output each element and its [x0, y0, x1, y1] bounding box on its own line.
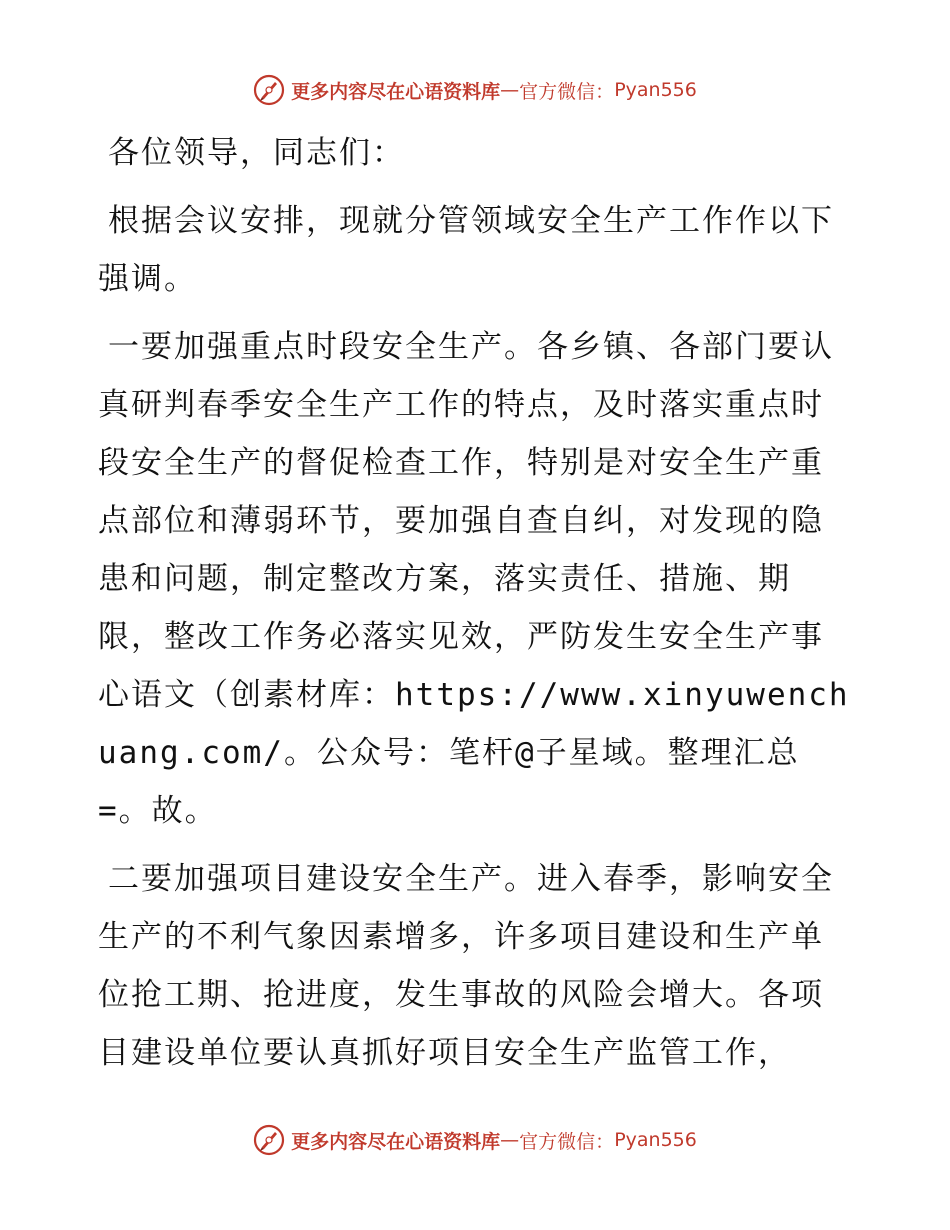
footer-banner — [0, 1122, 950, 1158]
banner-wechat-label: 官方微信： — [519, 1130, 615, 1153]
paragraph-point-one: 一要加强重点时段安全生产。各乡镇、各部门要认真研判春季安全生产工作的特点，及时落实重点时段安全生产的督促检查工作，特别是对安全生产重点部位和薄弱环节，要加强自查自纠，对发现的隐患和问题，制定整改方案，落实责任、措施、期限，整改工作务必落实见效，严防发生安全生产事心语文（创素材库：https://www.xinyuwenchuang.com/。公众号：笔杆@子星域。整理汇总=。故。 — [98, 329, 850, 829]
banner-wechat-id: Pyan556 — [614, 1129, 697, 1151]
paragraph-point-two: 二要加强项目建设安全生产。进入春季，影响安全生产的不利气象因素增多，许多项目建设和生产单位抢工期、抢进度，发生事故的风险会增大。各项目建设单位要认真抓好项目安全生产监管工作， — [98, 861, 834, 1071]
banner-main-text: 更多内容尽在心语资料库 — [291, 1130, 501, 1153]
banner-separator: — — [500, 79, 520, 101]
greeting: 各位领导，同志们： — [108, 135, 405, 171]
banner-main-text: 更多内容尽在心语资料库 — [291, 80, 501, 103]
banner-wechat-id: Pyan556 — [614, 79, 697, 101]
quill-pen-icon — [253, 74, 285, 106]
paragraph-intro: 根据会议安排，现就分管领域安全生产工作作以下强调。 — [98, 203, 834, 297]
header-banner — [0, 72, 950, 108]
quill-pen-icon — [253, 1124, 285, 1156]
banner-separator: — — [500, 1129, 520, 1151]
document-body — [98, 124, 850, 1092]
banner-wechat-label: 官方微信： — [519, 80, 615, 103]
